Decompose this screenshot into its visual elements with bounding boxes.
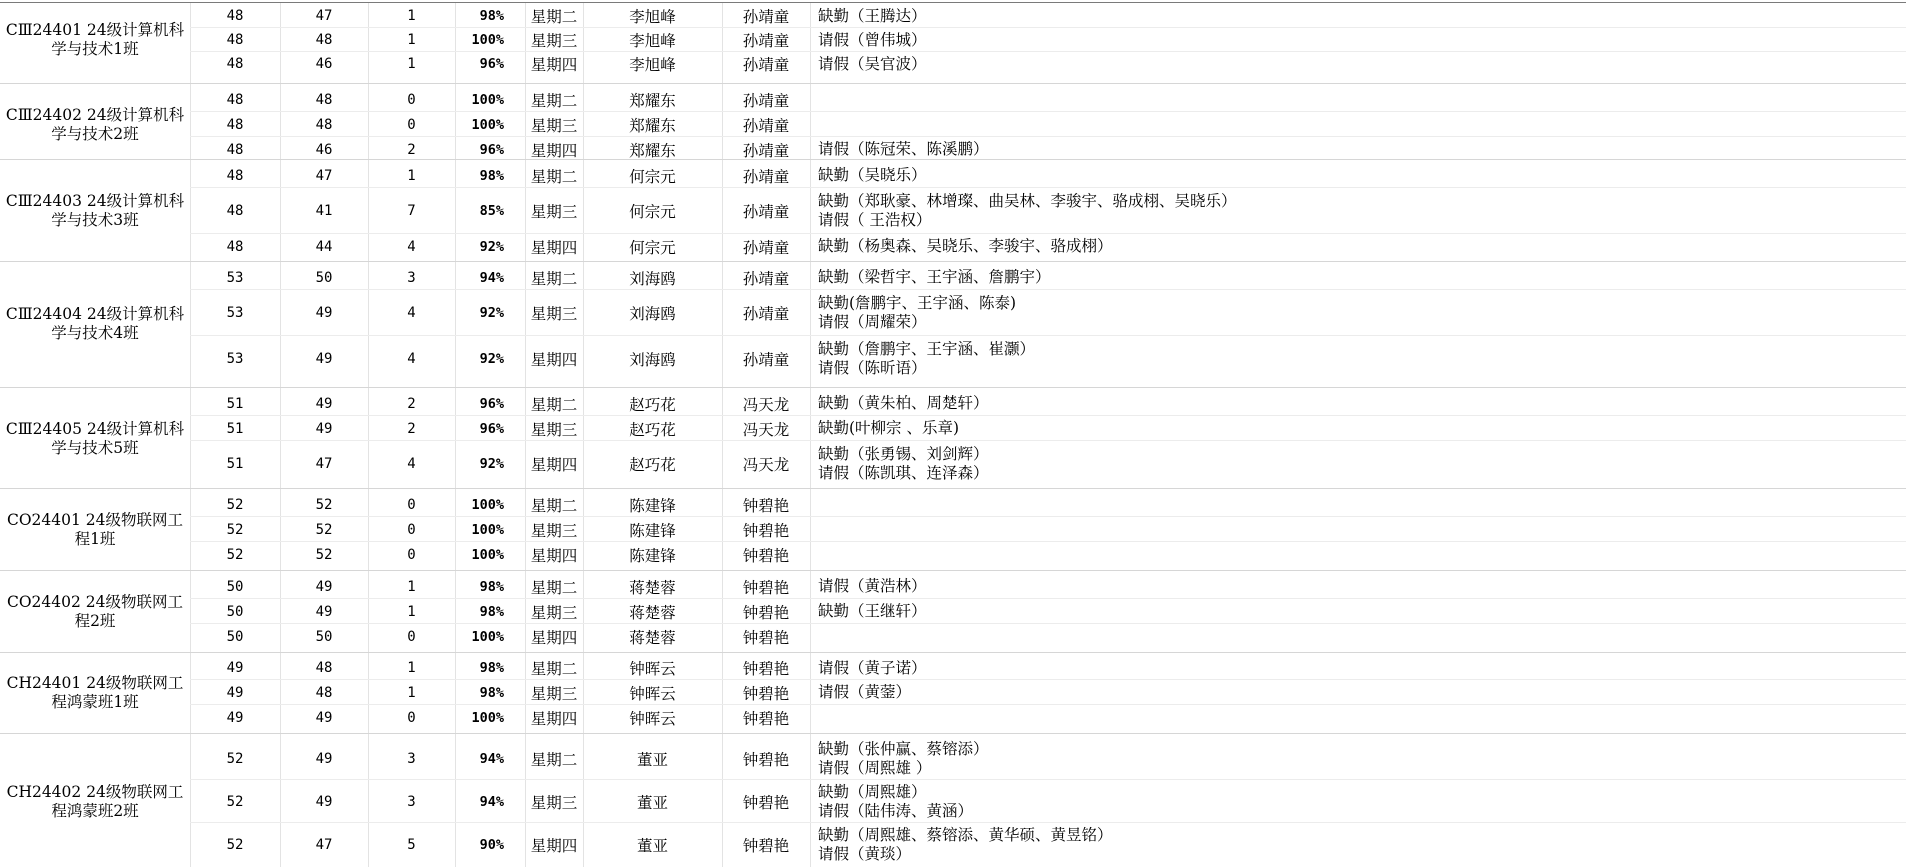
teacher-cell: 郑耀东 (629, 91, 676, 110)
checker-cell: 钟碧艳 (742, 496, 790, 515)
teacher-cell: 赵巧花 (629, 395, 676, 414)
table-row (0, 780, 1906, 823)
remarks-cell (818, 4, 1898, 28)
attendance-rate-cell: 98% (479, 603, 504, 620)
remarks-cell (818, 336, 1898, 382)
total-count-cell: 49 (226, 684, 244, 701)
weekday-cell: 星期二 (530, 8, 578, 26)
present-count-cell: 49 (315, 709, 333, 726)
class-group (0, 163, 1906, 259)
class-name-cell: CO24402 24级物联网工 程2班 (6, 592, 184, 630)
remarks-cell (818, 574, 1898, 599)
weekday-cell: 星期三 (530, 116, 578, 135)
present-count-cell: 49 (315, 305, 333, 321)
attendance-rate-cell: 85% (479, 203, 504, 219)
teacher-cell: 李旭峰 (629, 56, 676, 74)
weekday-cell: 星期四 (530, 546, 578, 565)
attendance-rate-cell: 100% (471, 32, 504, 48)
teacher-cell: 郑耀东 (629, 141, 676, 160)
class-name-cell: CH24401 24级物联网工 程鸿蒙班1班 (6, 674, 184, 711)
present-count-cell: 48 (315, 116, 333, 133)
table-row (0, 705, 1906, 730)
absent-count-cell: 1 (407, 578, 416, 595)
attendance-rate-cell: 98% (479, 684, 504, 701)
checker-cell: 孙靖童 (742, 351, 790, 369)
weekday-cell: 星期三 (530, 420, 578, 439)
remark-line: 请假（吴官波） (818, 54, 927, 73)
checker-cell: 孙靖童 (742, 269, 790, 288)
present-count-cell: 50 (315, 269, 333, 286)
weekday-cell: 星期二 (530, 578, 578, 597)
present-count-cell: 49 (315, 793, 333, 810)
absent-count-cell: 0 (407, 546, 416, 563)
teacher-cell: 刘海鸥 (629, 305, 676, 323)
remark-line: 请假（黄琰） (818, 845, 912, 863)
remark-line: 请假（曾伟城） (818, 30, 927, 49)
weekday-cell: 星期四 (530, 56, 578, 74)
absent-count-cell: 0 (407, 496, 416, 513)
table-row (0, 823, 1906, 867)
remark-line: 缺勤（詹鹏宇、王宇涵、崔灏） (818, 340, 1036, 358)
weekday-cell: 星期二 (530, 750, 578, 769)
remarks-cell (818, 737, 1898, 780)
class-name-cell: CⅢ24402 24级计算机科 学与技术2班 (5, 105, 185, 143)
attendance-rate-cell: 98% (479, 660, 504, 676)
remarks-cell (818, 492, 1898, 517)
absent-count-cell: 4 (407, 456, 416, 472)
total-count-cell: 48 (226, 167, 244, 184)
remark-line: 缺勤（王腾达） (818, 6, 927, 25)
total-count-cell: 48 (226, 56, 244, 72)
table-row (0, 4, 1906, 28)
present-count-cell: 47 (315, 167, 333, 184)
teacher-cell: 钟晖云 (629, 709, 676, 728)
attendance-rate-cell: 98% (479, 8, 504, 24)
present-count-cell: 48 (315, 32, 333, 48)
present-count-cell: 47 (315, 8, 333, 24)
table-row (0, 441, 1906, 487)
present-count-cell: 49 (315, 603, 333, 620)
absent-count-cell: 0 (407, 91, 416, 108)
remark-line: 请假（陈凯琪、连泽森） (818, 464, 989, 482)
table-row (0, 542, 1906, 567)
absent-count-cell: 0 (407, 709, 416, 726)
teacher-cell: 刘海鸥 (629, 269, 676, 288)
weekday-cell: 星期二 (530, 395, 578, 414)
teacher-cell: 钟晖云 (629, 660, 676, 678)
present-count-cell: 46 (315, 141, 333, 158)
checker-cell: 钟碧艳 (742, 660, 790, 678)
remarks-cell (818, 163, 1898, 188)
remark-line: 请假（黄子诺） (818, 658, 927, 677)
attendance-rate-cell: 100% (471, 116, 504, 133)
remarks-cell (818, 112, 1898, 137)
teacher-cell: 何宗元 (629, 203, 676, 221)
weekday-cell: 星期二 (530, 496, 578, 515)
table-row (0, 492, 1906, 517)
checker-cell: 孙靖童 (742, 116, 790, 135)
checker-cell: 钟碧艳 (742, 578, 790, 597)
remarks-cell (818, 416, 1898, 441)
attendance-rate-cell: 96% (479, 395, 504, 412)
table-row (0, 680, 1906, 705)
absent-count-cell: 4 (407, 305, 416, 321)
present-count-cell: 49 (315, 351, 333, 367)
weekday-cell: 星期二 (530, 167, 578, 186)
present-count-cell: 47 (315, 837, 333, 853)
remark-line: 请假（陈冠荣、陈溪鹏） (818, 140, 989, 158)
remark-line: 缺勤（张仲赢、蔡镕添） (818, 739, 989, 758)
remarks-cell (818, 52, 1898, 76)
absent-count-cell: 1 (407, 167, 416, 184)
present-count-cell: 50 (315, 628, 333, 645)
remark-line: 缺勤（吴晓乐） (818, 166, 927, 184)
absent-count-cell: 2 (407, 395, 416, 412)
weekday-cell: 星期三 (530, 684, 578, 703)
attendance-rate-cell: 92% (479, 238, 504, 255)
class-group (0, 265, 1906, 382)
table-row (0, 112, 1906, 137)
weekday-cell: 星期四 (530, 628, 578, 647)
remarks-cell (818, 265, 1898, 290)
table-row (0, 391, 1906, 416)
weekday-cell: 星期四 (530, 238, 578, 257)
remarks-cell (818, 542, 1898, 567)
total-count-cell: 53 (226, 351, 244, 367)
weekday-cell: 星期四 (530, 709, 578, 728)
remarks-cell (818, 624, 1898, 649)
absent-count-cell: 1 (407, 56, 416, 72)
total-count-cell: 50 (226, 628, 244, 645)
present-count-cell: 48 (315, 684, 333, 701)
remarks-cell (818, 441, 1898, 487)
absent-count-cell: 4 (407, 238, 416, 255)
weekday-cell: 星期四 (530, 837, 578, 855)
class-name-cell: CⅢ24403 24级计算机科 学与技术3班 (5, 192, 185, 229)
table-row (0, 163, 1906, 188)
weekday-cell: 星期三 (530, 203, 578, 221)
table-row (0, 28, 1906, 52)
checker-cell: 孙靖童 (742, 167, 790, 186)
checker-cell: 钟碧艳 (742, 546, 790, 565)
present-count-cell: 49 (315, 395, 333, 412)
present-count-cell: 44 (315, 238, 333, 255)
total-count-cell: 52 (226, 837, 244, 853)
table-row (0, 188, 1906, 234)
attendance-rate-cell: 94% (479, 269, 504, 286)
weekday-cell: 星期四 (530, 141, 578, 160)
remarks-cell (818, 188, 1898, 234)
class-group (0, 391, 1906, 487)
class-group (0, 737, 1906, 867)
attendance-rate-cell: 96% (479, 420, 504, 437)
absent-count-cell: 3 (407, 750, 416, 767)
total-count-cell: 48 (226, 91, 244, 108)
present-count-cell: 49 (315, 578, 333, 595)
present-count-cell: 52 (315, 521, 333, 538)
checker-cell: 冯天龙 (742, 456, 790, 474)
remarks-cell (818, 517, 1898, 542)
table-row (0, 517, 1906, 542)
group-divider (0, 159, 1906, 160)
absent-count-cell: 0 (407, 116, 416, 133)
checker-cell: 孙靖童 (742, 203, 790, 221)
class-name-cell: CH24402 24级物联网工 程鸿蒙班2班 (6, 783, 184, 820)
absent-count-cell: 4 (407, 351, 416, 367)
present-count-cell: 48 (315, 660, 333, 676)
table-row (0, 234, 1906, 259)
teacher-cell: 郑耀东 (629, 116, 676, 135)
remark-line: 请假（周耀荣） (818, 313, 927, 331)
present-count-cell: 49 (315, 750, 333, 767)
attendance-rate-cell: 94% (479, 750, 504, 767)
weekday-cell: 星期三 (530, 521, 578, 540)
group-divider (0, 83, 1906, 84)
teacher-cell: 何宗元 (629, 238, 676, 257)
remark-line: 请假（陆伟涛、黄涵） (818, 801, 974, 820)
weekday-cell: 星期二 (530, 269, 578, 288)
attendance-rate-cell: 92% (479, 305, 504, 321)
checker-cell: 孙靖童 (742, 8, 790, 26)
group-divider (0, 488, 1906, 489)
total-count-cell: 48 (226, 238, 244, 255)
remarks-cell (818, 28, 1898, 52)
total-count-cell: 48 (226, 141, 244, 158)
teacher-cell: 蒋楚蓉 (629, 628, 676, 647)
attendance-rate-cell: 100% (471, 91, 504, 108)
table-row (0, 52, 1906, 76)
remark-line: 缺勤（张勇锡、刘剑辉） (818, 445, 989, 463)
checker-cell: 孙靖童 (742, 305, 790, 323)
checker-cell: 钟碧艳 (742, 603, 790, 622)
remark-line: 请假（黄蓥） (818, 683, 912, 701)
weekday-cell: 星期四 (530, 351, 578, 369)
teacher-cell: 董亚 (636, 750, 668, 769)
table-row (0, 624, 1906, 649)
attendance-rate-cell: 98% (479, 167, 504, 184)
table-row (0, 737, 1906, 780)
total-count-cell: 51 (226, 420, 244, 437)
remark-line: 缺勤（黄朱柏、周楚轩） (818, 394, 989, 412)
remark-line: 请假（陈昕语） (818, 359, 927, 377)
attendance-rate-cell: 90% (479, 837, 504, 853)
absent-count-cell: 1 (407, 603, 416, 620)
remark-line: 缺勤（杨奥森、吴晓乐、李骏宇、骆成栩） (818, 237, 1113, 255)
weekday-cell: 星期三 (530, 32, 578, 50)
weekday-cell: 星期三 (530, 603, 578, 622)
attendance-rate-cell: 96% (479, 141, 504, 158)
group-divider (0, 387, 1906, 388)
remarks-cell (818, 599, 1898, 624)
absent-count-cell: 1 (407, 660, 416, 676)
weekday-cell: 星期二 (530, 660, 578, 678)
absent-count-cell: 1 (407, 32, 416, 48)
absent-count-cell: 5 (407, 837, 416, 853)
present-count-cell: 41 (315, 203, 333, 219)
present-count-cell: 49 (315, 420, 333, 437)
teacher-cell: 赵巧花 (629, 420, 676, 439)
teacher-cell: 李旭峰 (629, 8, 676, 26)
absent-count-cell: 0 (407, 521, 416, 538)
remarks-cell (818, 680, 1898, 705)
total-count-cell: 52 (226, 750, 244, 767)
teacher-cell: 李旭峰 (629, 32, 676, 50)
remark-line: 请假（ 王浩权） (818, 211, 932, 229)
weekday-cell: 星期三 (530, 305, 578, 323)
absent-count-cell: 1 (407, 684, 416, 701)
checker-cell: 冯天龙 (742, 395, 790, 414)
table-row (0, 290, 1906, 336)
weekday-cell: 星期四 (530, 456, 578, 474)
class-group (0, 656, 1906, 730)
teacher-cell: 陈建锋 (629, 521, 676, 540)
total-count-cell: 48 (226, 116, 244, 133)
checker-cell: 钟碧艳 (742, 684, 790, 703)
checker-cell: 钟碧艳 (742, 793, 790, 812)
attendance-rate-cell: 100% (471, 709, 504, 726)
attendance-rate-cell: 94% (479, 793, 504, 810)
remarks-cell (818, 391, 1898, 416)
checker-cell: 孙靖童 (742, 32, 790, 50)
class-name-cell: CⅢ24404 24级计算机科 学与技术4班 (5, 304, 185, 342)
total-count-cell: 51 (226, 395, 244, 412)
total-count-cell: 49 (226, 709, 244, 726)
class-name-cell: CⅢ24405 24级计算机科 学与技术5班 (5, 420, 185, 457)
absent-count-cell: 2 (407, 420, 416, 437)
present-count-cell: 47 (315, 456, 333, 472)
attendance-rate-cell: 100% (471, 546, 504, 563)
teacher-cell: 钟晖云 (629, 684, 676, 703)
teacher-cell: 何宗元 (629, 167, 676, 186)
remarks-cell (818, 705, 1898, 730)
attendance-rate-cell: 92% (479, 351, 504, 367)
checker-cell: 孙靖童 (742, 91, 790, 110)
remark-line: 缺勤（周熙雄） (818, 782, 927, 801)
attendance-rate-cell: 98% (479, 578, 504, 595)
table-row (0, 574, 1906, 599)
teacher-cell: 蒋楚蓉 (629, 603, 676, 622)
total-count-cell: 52 (226, 521, 244, 538)
remark-line: 缺勤（王继轩） (818, 602, 927, 620)
attendance-rate-cell: 100% (471, 628, 504, 645)
remarks-cell (818, 780, 1898, 823)
attendance-rate-cell: 100% (471, 496, 504, 513)
table-row (0, 265, 1906, 290)
total-count-cell: 52 (226, 793, 244, 810)
attendance-rate-cell: 92% (479, 456, 504, 472)
class-group (0, 492, 1906, 567)
attendance-rate-cell: 100% (471, 521, 504, 538)
total-count-cell: 48 (226, 203, 244, 219)
checker-cell: 钟碧艳 (742, 750, 790, 769)
checker-cell: 孙靖童 (742, 56, 790, 74)
table-row (0, 599, 1906, 624)
teacher-cell: 陈建锋 (629, 496, 676, 515)
absent-count-cell: 3 (407, 269, 416, 286)
total-count-cell: 50 (226, 578, 244, 595)
remark-line: 缺勤(叶柳宗 、乐章) (818, 419, 960, 437)
class-name-cell: CⅢ24401 24级计算机科 学与技术1班 (5, 21, 185, 58)
remark-line: 缺勤(詹鹏宇、王宇涵、陈泰) (818, 294, 1017, 312)
absent-count-cell: 0 (407, 628, 416, 645)
class-group (0, 4, 1906, 76)
remark-line: 缺勤（周熙雄、蔡镕添、黄华硕、黄昱铭） (818, 826, 1113, 844)
table-row (0, 416, 1906, 441)
present-count-cell: 48 (315, 91, 333, 108)
checker-cell: 孙靖童 (742, 141, 790, 160)
total-count-cell: 50 (226, 603, 244, 620)
remarks-cell (818, 87, 1898, 112)
attendance-rate-cell: 96% (479, 56, 504, 72)
total-count-cell: 49 (226, 660, 244, 676)
checker-cell: 孙靖童 (742, 238, 790, 257)
group-divider (0, 261, 1906, 262)
group-divider (0, 733, 1906, 734)
total-count-cell: 52 (226, 546, 244, 563)
teacher-cell: 赵巧花 (629, 456, 676, 474)
present-count-cell: 46 (315, 56, 333, 72)
table-row (0, 87, 1906, 112)
class-group (0, 574, 1906, 649)
total-count-cell: 48 (226, 32, 244, 48)
total-count-cell: 48 (226, 8, 244, 24)
group-divider (0, 652, 1906, 653)
class-group (0, 87, 1906, 162)
total-count-cell: 53 (226, 269, 244, 286)
remarks-cell (818, 656, 1898, 680)
teacher-cell: 董亚 (636, 837, 668, 855)
group-divider (0, 570, 1906, 571)
absent-count-cell: 7 (407, 203, 416, 219)
remark-line: 缺勤（郑耿豪、林增璨、曲吴林、李骏宇、骆成栩、吴晓乐） (818, 192, 1237, 210)
total-count-cell: 51 (226, 456, 244, 472)
remark-line: 请假（黄浩林） (818, 577, 927, 595)
remarks-cell (818, 290, 1898, 336)
total-count-cell: 53 (226, 305, 244, 321)
remarks-cell (818, 234, 1898, 259)
teacher-cell: 陈建锋 (629, 546, 676, 565)
checker-cell: 钟碧艳 (742, 521, 790, 540)
total-count-cell: 52 (226, 496, 244, 513)
checker-cell: 冯天龙 (742, 420, 790, 439)
absent-count-cell: 2 (407, 141, 416, 158)
absent-count-cell: 3 (407, 793, 416, 810)
remarks-cell (818, 823, 1898, 867)
remark-line: 请假（周熙雄 ） (818, 758, 932, 777)
class-name-cell: CO24401 24级物联网工 程1班 (6, 510, 184, 548)
checker-cell: 钟碧艳 (742, 628, 790, 647)
teacher-cell: 董亚 (636, 793, 668, 812)
teacher-cell: 蒋楚蓉 (629, 578, 676, 597)
weekday-cell: 星期三 (530, 793, 578, 812)
table-row (0, 656, 1906, 680)
teacher-cell: 刘海鸥 (629, 351, 676, 369)
absent-count-cell: 1 (407, 8, 416, 24)
present-count-cell: 52 (315, 546, 333, 563)
checker-cell: 钟碧艳 (742, 709, 790, 728)
weekday-cell: 星期二 (530, 91, 578, 110)
table-row (0, 336, 1906, 382)
present-count-cell: 52 (315, 496, 333, 513)
checker-cell: 钟碧艳 (742, 837, 790, 855)
remark-line: 缺勤（梁哲宇、王宇涵、詹鹏宇） (818, 268, 1051, 286)
